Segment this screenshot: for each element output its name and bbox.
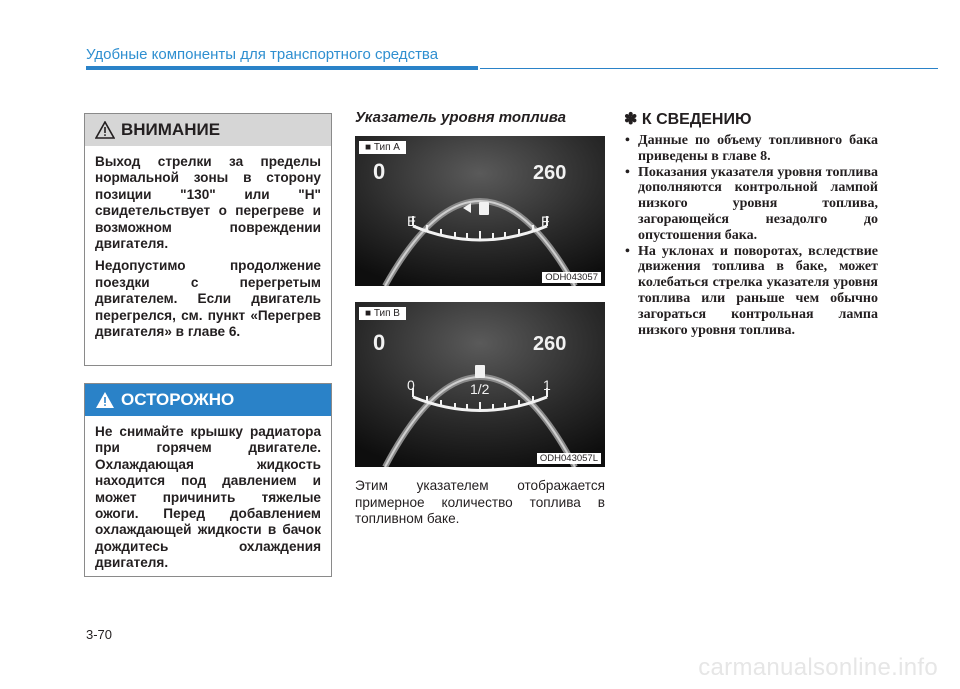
caution-header xyxy=(85,384,331,416)
note-item: • Данные по объему топливного бака приведены в главе 8. xyxy=(624,133,878,165)
warning-box xyxy=(84,113,332,366)
gauge-b-left-number: 0 xyxy=(373,330,386,355)
gauge-b-mark-0: 0 xyxy=(407,377,415,393)
header-rule-thin xyxy=(480,68,938,69)
note-item: • Показания указателя уровня топлива дополняются контрольной лампой низкого уровня топлива, загорающейся незадолго до опустошения бака. xyxy=(624,165,878,244)
warning-header xyxy=(85,114,331,146)
header-rule-thick xyxy=(86,66,478,70)
fuel-gauge-type-b-image xyxy=(355,302,605,467)
gauge-b-mark-1: 1 xyxy=(543,377,551,393)
gauge-a-mark-e: E xyxy=(407,213,417,229)
warning-body xyxy=(85,146,331,340)
gauge-a-type-label: ■ Тип A xyxy=(359,141,406,154)
gauge-a-left-number: 0 xyxy=(373,159,386,184)
warning-title: ВНИМАНИЕ xyxy=(121,120,221,139)
caution-body xyxy=(85,416,331,572)
warning-paragraph: Недопустимо продолжение поездки с перегретым двигателем. Если двигатель перегрелся, см. пункт «Перегрев двигателя» в главе 6. xyxy=(95,258,321,340)
caution-text: Не снимайте крышку радиатора при горячем двигателе. Охлаждающая жидкость находится под давлением и может причинить тяжелые ожоги. Перед добавлением охлаждающей жидкости в бачок дождитесь охлаждения двигателя. xyxy=(95,424,321,571)
fuel-gauge-type-a-image xyxy=(355,136,605,286)
gauge-b-mark-half: 1/2 xyxy=(470,381,490,397)
fuel-gauge-description: Этим указателем отображается примерное количество топлива в топливном баке. xyxy=(355,478,605,527)
note-title: ✽ К СВЕДЕНИЮ xyxy=(624,111,752,128)
gauge-b-right-number: 260 xyxy=(533,333,567,355)
gauge-b-type-label: ■ Тип B xyxy=(359,307,406,320)
note-item: • На уклонах и поворотах, вследствие движения топлива в баке, может колебаться стрелка указателя уровня топлива или раньше чем обычно загораться контрольная лампа низкого уровня топлива. xyxy=(624,244,878,339)
gauge-b-figure-code: ODH043057L xyxy=(537,453,601,464)
gauge-a-right-number: 260 xyxy=(533,162,567,184)
warning-triangle-icon xyxy=(95,121,115,139)
gauge-a-mark-f: F xyxy=(541,213,550,229)
chapter-header: Удобные компоненты для транспортного средства xyxy=(86,46,439,63)
page-number: 3-70 xyxy=(86,627,113,642)
warning-paragraph: Выход стрелки за пределы нормальной зоны в сторону позиции "130" или "H" свидетельствует о перегреве и возможном повреждении двигателя. xyxy=(95,154,321,252)
caution-box xyxy=(84,383,332,577)
caution-title: ОСТОРОЖНО xyxy=(121,390,235,409)
caution-triangle-icon xyxy=(95,391,115,409)
watermark: carmanualsonline.info xyxy=(698,654,938,681)
fuel-gauge-title: Указатель уровня топлива xyxy=(355,109,566,126)
note-list xyxy=(624,133,878,338)
gauge-a-figure-code: ODH043057 xyxy=(542,272,601,283)
